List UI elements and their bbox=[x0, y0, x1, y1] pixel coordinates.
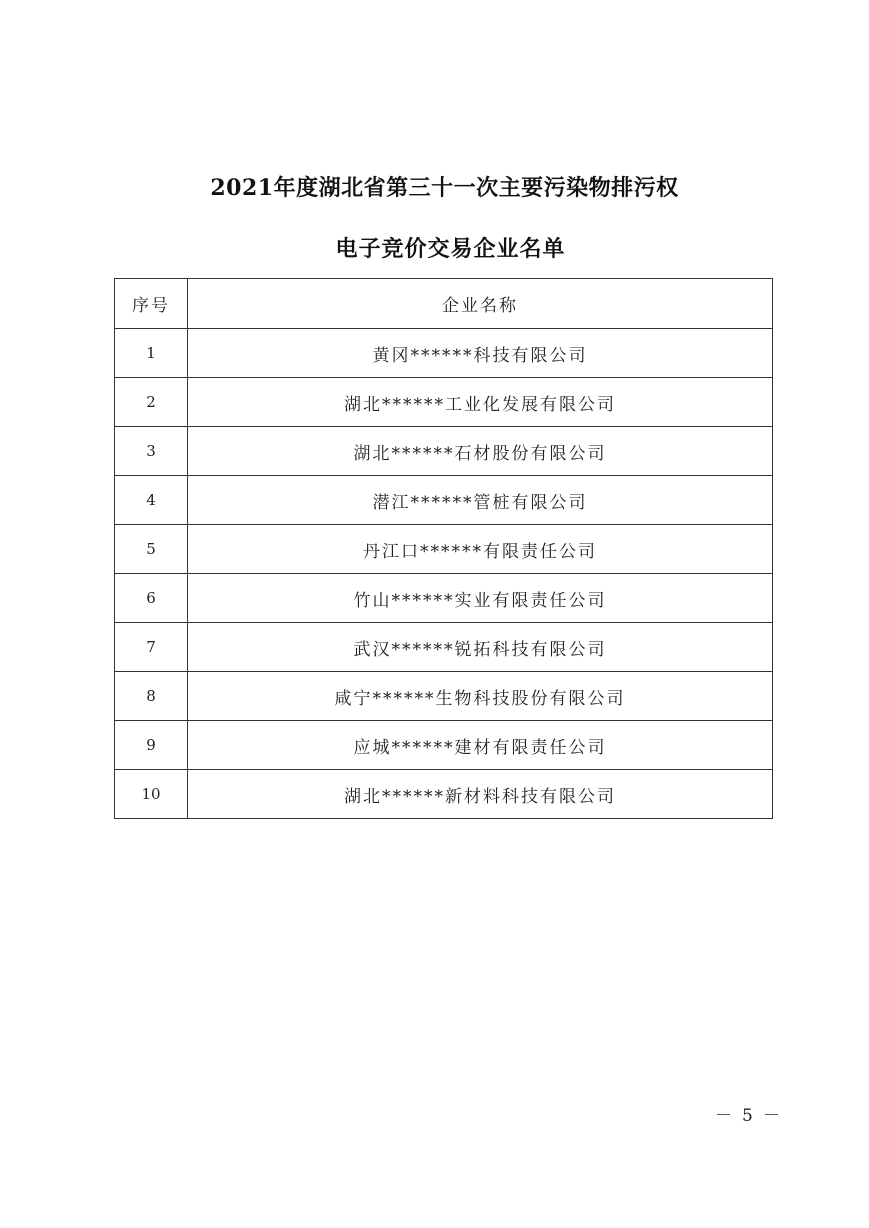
document-title-line-1: 2021年度湖北省第三十一次主要污染物排污权 bbox=[210, 175, 679, 201]
table-row bbox=[115, 672, 773, 721]
header-company-name: 企业名称 bbox=[188, 279, 773, 329]
company-list-table bbox=[114, 278, 773, 819]
row-company-name: 湖北******石材股份有限公司 bbox=[188, 427, 773, 476]
row-seq: 7 bbox=[115, 623, 188, 672]
row-seq: 6 bbox=[115, 574, 188, 623]
row-seq: 10 bbox=[115, 770, 188, 819]
table-row bbox=[115, 329, 773, 378]
row-company-name: 丹江口******有限责任公司 bbox=[188, 525, 773, 574]
table-row bbox=[115, 378, 773, 427]
row-company-name: 湖北******工业化发展有限公司 bbox=[188, 378, 773, 427]
table-row bbox=[115, 427, 773, 476]
row-company-name: 潜江******管桩有限公司 bbox=[188, 476, 773, 525]
row-seq: 5 bbox=[115, 525, 188, 574]
table-row bbox=[115, 770, 773, 819]
table-row bbox=[115, 525, 773, 574]
table-row bbox=[115, 476, 773, 525]
row-seq: 3 bbox=[115, 427, 188, 476]
row-seq: 1 bbox=[115, 329, 188, 378]
row-company-name: 竹山******实业有限责任公司 bbox=[188, 574, 773, 623]
page-number: －5－ bbox=[715, 1106, 790, 1126]
document-title-line-2: 电子竞价交易企业名单 bbox=[335, 236, 566, 262]
row-company-name: 应城******建材有限责任公司 bbox=[188, 721, 773, 770]
table-header-row bbox=[115, 279, 773, 329]
row-seq: 4 bbox=[115, 476, 188, 525]
table-row bbox=[115, 721, 773, 770]
row-seq: 8 bbox=[115, 672, 188, 721]
table-row bbox=[115, 623, 773, 672]
row-company-name: 咸宁******生物科技股份有限公司 bbox=[188, 672, 773, 721]
row-company-name: 黄冈******科技有限公司 bbox=[188, 329, 773, 378]
row-company-name: 湖北******新材料科技有限公司 bbox=[188, 770, 773, 819]
row-company-name: 武汉******锐拓科技有限公司 bbox=[188, 623, 773, 672]
table-row bbox=[115, 574, 773, 623]
row-seq: 9 bbox=[115, 721, 188, 770]
header-seq: 序号 bbox=[115, 279, 188, 329]
row-seq: 2 bbox=[115, 378, 188, 427]
